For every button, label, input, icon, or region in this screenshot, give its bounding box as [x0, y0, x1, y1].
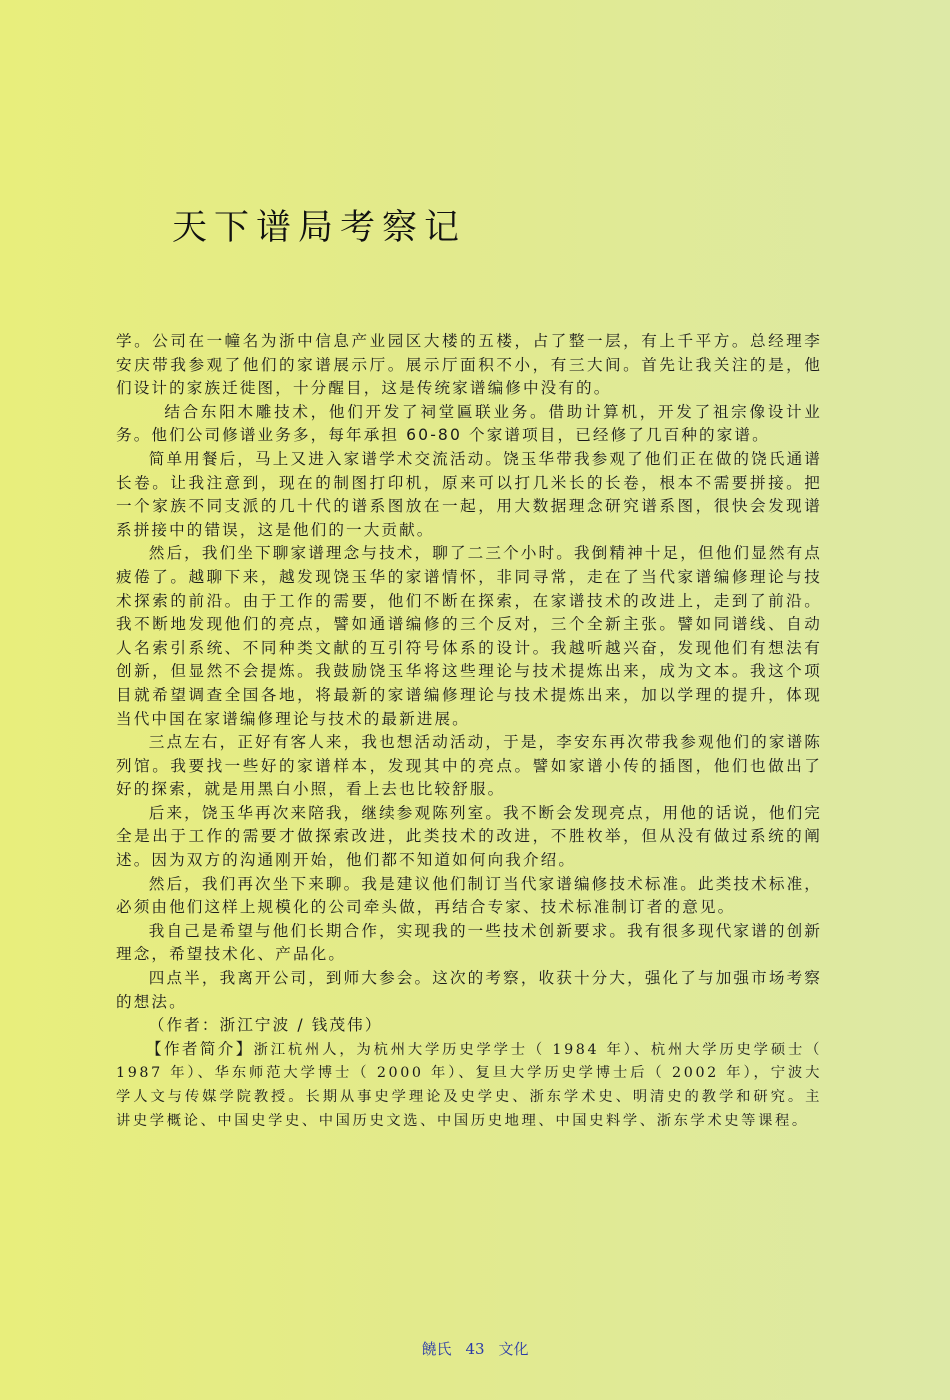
paragraph: 简单用餐后，马上又进入家谱学术交流活动。饶玉华带我参观了他们正在做的饶氏通谱长卷。让我注意到，现在的制图打印机，原来可以打几米长的长卷，根本不需要拼接。把一个家族不同支派的几十代的谱系图放在一起，用大数据理念研究谱系图，很快会发现谱系拼接中的错误，这是他们的一大贡献。 — [116, 449, 822, 539]
paragraph: 我自己是希望与他们长期合作，实现我的一些技术创新要求。我有很多现代家谱的创新理念，希望技术化、产品化。 — [116, 921, 822, 964]
page-footer — [0, 1338, 950, 1359]
footer-magazine-name-left: 饒氏 — [421, 1340, 452, 1358]
paragraph: 然后，我们坐下聊家谱理念与技术，聊了二三个小时。我倒精神十足，但他们显然有点疲倦了。越聊下来，越发现饶玉华的家谱情怀，非同寻常，走在了当代家谱编修理论与技术探索的前沿。由于工作的需要，他们不断在探索，在家谱技术的改进上，走到了前沿。我不断地发现他们的亮点，譬如通谱编修的三个反对，三个全新主张。譬如同谱线、自动人名索引系统、不同种类文献的互引符号体系的设计。我越听越兴奋，发现他们有想法有创新，但显然不会提炼。我鼓励饶玉华将这些理论与技术提炼出来，成为文本。我这个项目就希望调查全国各地，将最新的家谱编修理论与技术提炼出来，加以学理的提升，体现当代中国在家谱编修理论与技术的最新进展。 — [116, 544, 822, 728]
page-number: 43 — [465, 1340, 485, 1358]
article-title: 天下谱局考察记 — [172, 208, 467, 248]
article-body — [116, 330, 822, 1133]
paragraph: 四点半，我离开公司，到师大参会。这次的考察，收获十分大，强化了与加强市场考察的想法。 — [116, 969, 822, 1011]
author-bio — [116, 1038, 822, 1133]
paragraph: 后来，饶玉华再次来陪我，继续参观陈列室。我不断会发现亮点，用他的话说，他们完全是出于工作的需要才做探索改进，此类技术的改进，不胜枚举，但从没有做过系统的阐述。因为双方的沟通刚开始，他们都不知道如何向我介绍。 — [116, 803, 822, 870]
footer-magazine-name-right: 文化 — [498, 1340, 529, 1358]
author-bio-text: 浙江杭州人，为杭州大学历史学学士（ 1984 年）、杭州大学历史学硕士（ 1987 年）、华东师范大学博士（ 2000 年）、复旦大学历史学博士后（ 2002 年），宁波大学人文与传媒学院教授。长期从事史学理论及史学史、浙东学术史、明清史的教学和研究。主讲史学概论、中国史学史、中国历史文选、中国历史地理、中国史料学、浙东学术史等课程。 — [116, 1041, 822, 1129]
paragraph: 三点左右，正好有客人来，我也想活动活动，于是，李安东再次带我参观他们的家谱陈列馆。我要找一些好的家谱样本，发现其中的亮点。譬如家谱小传的插图，他们也做出了好的探索，就是用黑白小照，看上去也比较舒服。 — [116, 733, 822, 799]
author-byline: （作者：浙江宁波 / 钱茂伟） — [148, 1016, 383, 1035]
paragraph: 结合东阳木雕技术，他们开发了祠堂匾联业务。借助计算机，开发了祖宗像设计业务。他们公司修谱业务多，每年承担 60-80 个家谱项目，已经修了几百种的家谱。 — [116, 402, 822, 445]
author-bio-label: 【作者简介】 — [146, 1039, 254, 1058]
paragraph: 然后，我们再次坐下来聊。我是建议他们制订当代家谱编修技术标准。此类技术标准，必须由他们这样上规模化的公司牵头做，再结合专家、技术标准制订者的意见。 — [116, 874, 822, 917]
paragraph: 学。公司在一幢名为浙中信息产业园区大楼的五楼，占了整一层，有上千平方。总经理李安庆带我参观了他们的家谱展示厅。展示厅面积不小，有三大间。首先让我关注的是，他们设计的家族迁徙图，十分醒目，这是传统家谱编修中没有的。 — [116, 332, 822, 398]
